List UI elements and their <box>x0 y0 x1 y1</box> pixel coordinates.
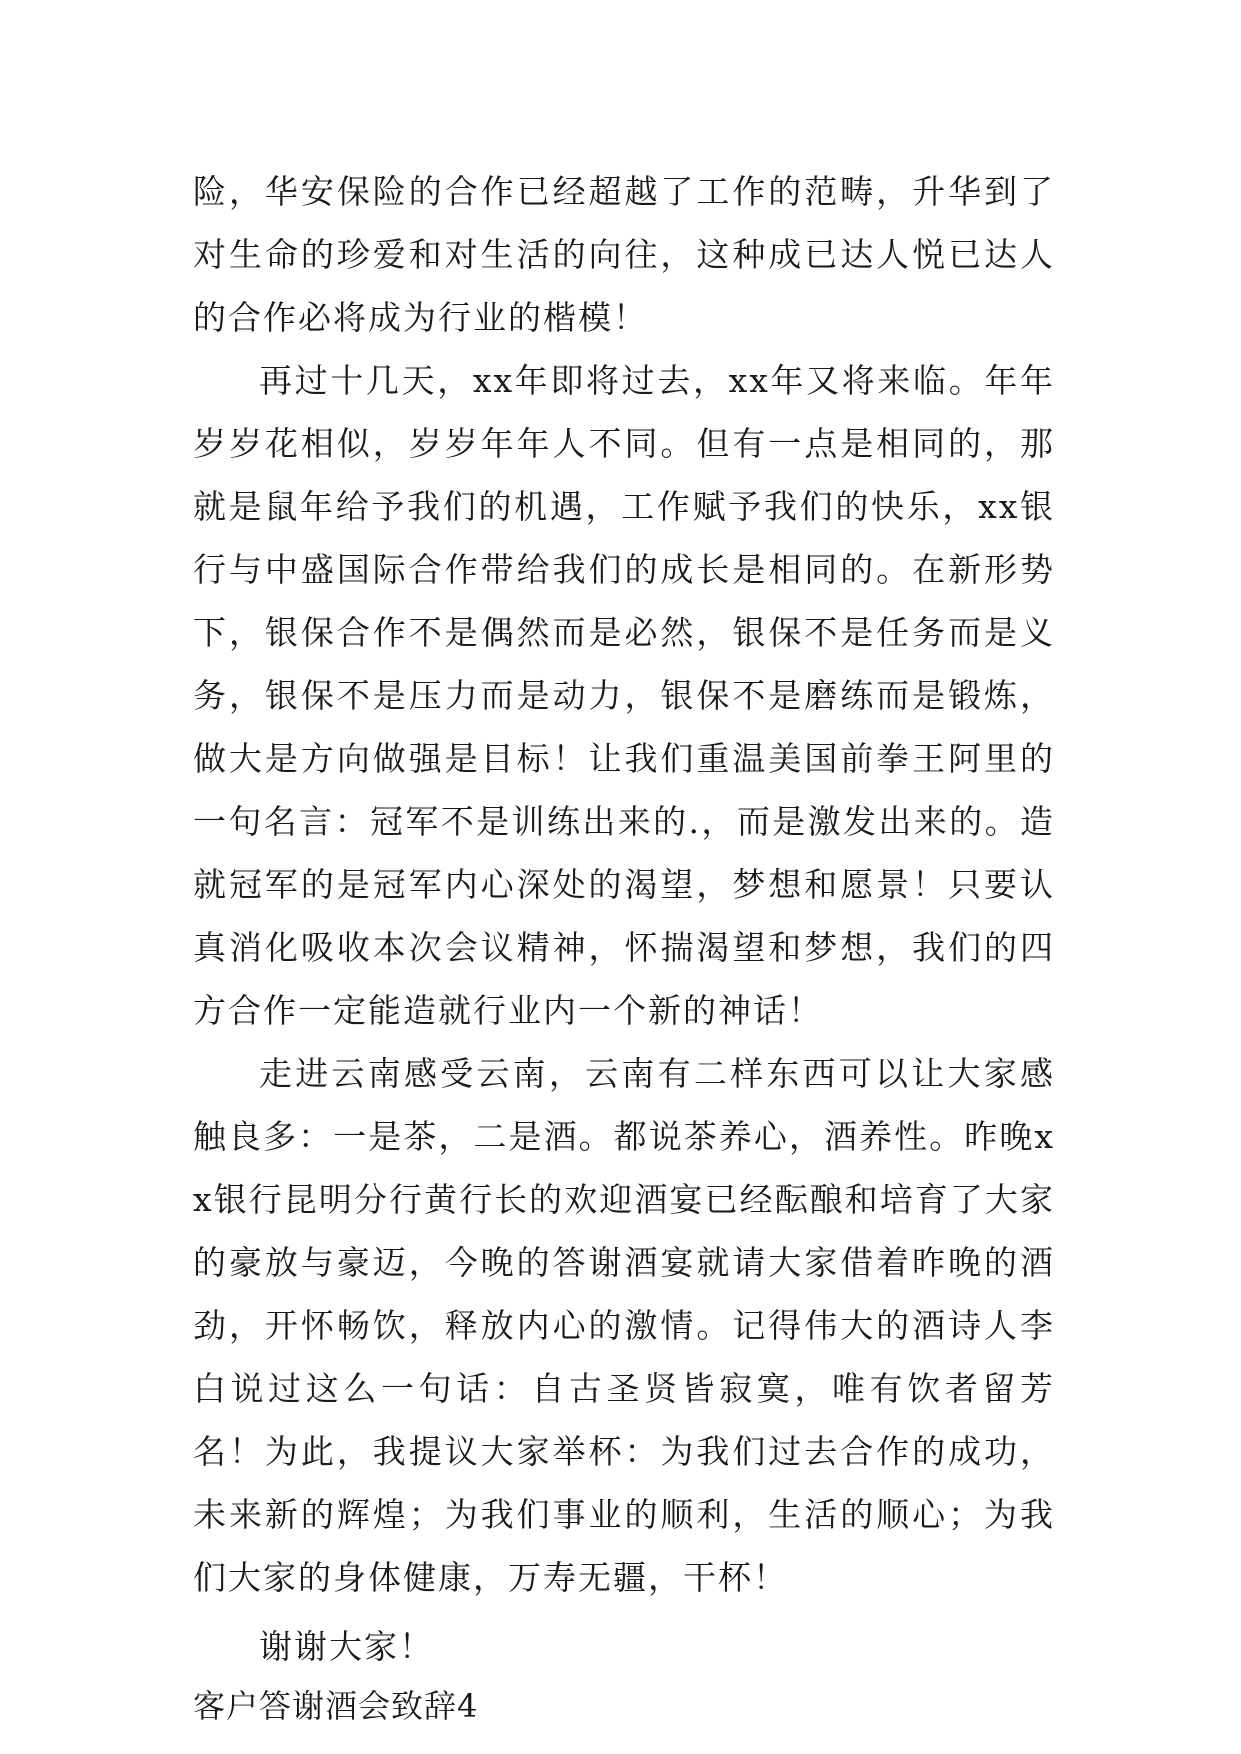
closing-thanks: 谢谢大家！ <box>259 1627 434 1666</box>
paragraph-continuation: 险，华安保险的合作已经超越了工作的范畴，升华到了对生命的珍爱和对生活的向往，这种成已达人悦已达人的合作必将成为行业的楷模！ <box>193 172 1055 337</box>
paragraph-toast: 走进云南感受云南，云南有二样东西可以让大家感触良多：一是茶，二是酒。都说茶养心，酒养性。昨晚xx银行昆明分行黄行长的欢迎酒宴已经酝酿和培育了大家的豪放与豪迈，今晚的答谢酒宴就请大家借着昨晚的酒劲，开怀畅饮，释放内心的激情。记得伟大的酒诗人李白说过这么一句话：自古圣贤皆寂寞，唯有饮者留芳名！为此，我提议大家举杯：为我们过去合作的成功，未来新的辉煌；为我们事业的顺利，生活的顺心；为我们大家的身体健康，万寿无疆，干杯！ <box>193 1054 1055 1597</box>
paragraph-new-year: 再过十几天，xx年即将过去，xx年又将来临。年年岁岁花相似，岁岁年年人不同。但有一点是相同的，那就是鼠年给予我们的机遇，工作赋予我们的快乐，xx银行与中盛国际合作带给我们的成长是相同的。在新形势下，银保合作不是偶然而是必然，银保不是任务而是义务，银保不是压力而是动力，银保不是磨练而是锻炼，做大是方向做强是目标！让我们重温美国前拳王阿里的一句名言：冠军不是训练出来的.，而是激发出来的。造就冠军的是冠军内心深处的渴望，梦想和愿景！只要认真消化吸收本次会议精神，怀揣渴望和梦想，我们的四方合作一定能造就行业内一个新的神话！ <box>193 361 1055 1030</box>
section-heading: 客户答谢酒会致辞4 <box>193 1687 479 1725</box>
document-page <box>193 160 1055 1734</box>
